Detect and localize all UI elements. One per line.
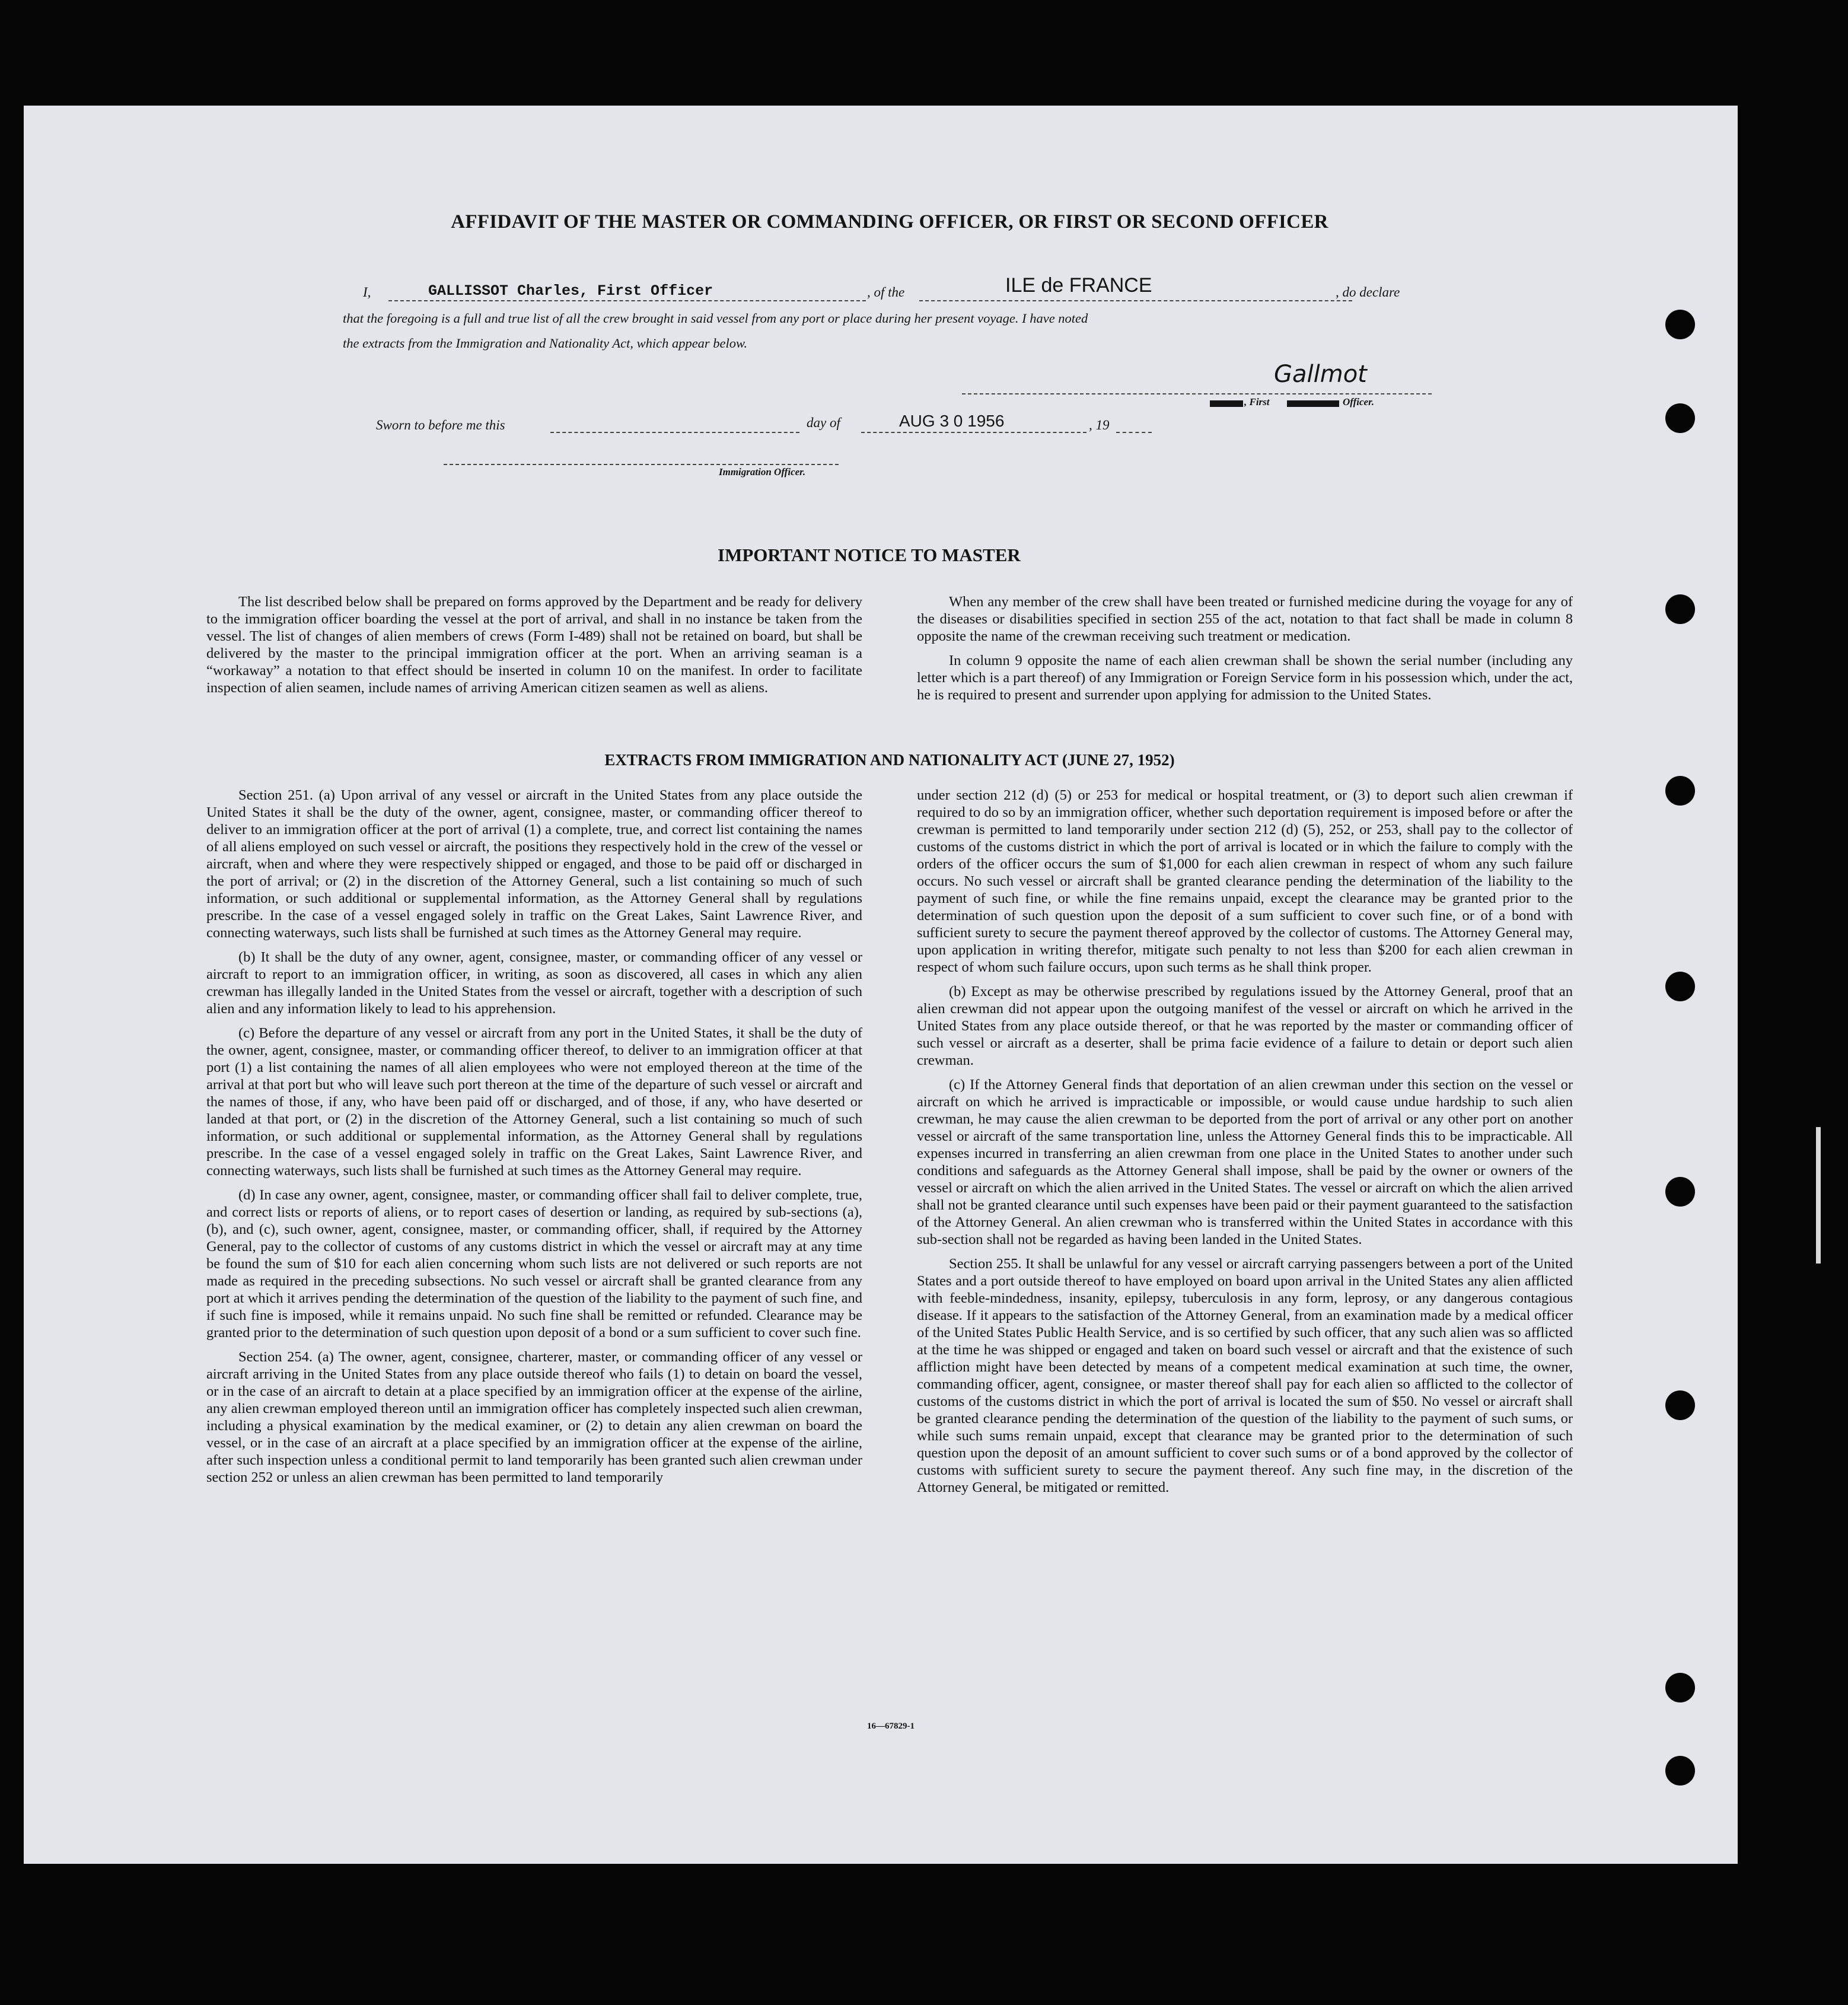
punch-hole [1665,972,1695,1001]
act-paragraph: Section 255. It shall be unlawful for any vessel or aircraft carrying passengers between a port of the United States and a port outside thereof to have employed on board upon arrival in the United States any alien afflicted with feeble-mindedness, insanity, epilepsy, tuberculosis in any form, leprosy, or any dangerous contagious disease. If it appears to the satisfaction of the Attorney General, from an examination made by a medical officer of the United States Public Health Service, and is so certified by such officer, that any such alien was so afflicted at the time he was shipped or engaged and taken on board such vessel or aircraft and that the existence of such affliction might have been detected by means of a competent medical examination at such time, the owner, commanding officer, agent, consignee, or master thereof shall pay for each alien so afflicted to the collector of customs of the customs district in which the port of arrival is located the sum of $50. No vessel or aircraft shall be granted clearance pending the determination of the question of the liability to the payment of such sums, or while such sums remain unpaid, except that clearance may be granted prior to the determination of such question upon the deposit of an amount sufficient to cover such sums or of a bond approved by the collector of customs with sufficient surety to secure the payment thereof. Any such fine may, in the discretion of the Attorney General, be mitigated or remitted. [917,1256,1573,1495]
vessel-line [919,300,1352,301]
act-paragraph: Section 251. (a) Upon arrival of any vessel or aircraft in the United States from any place outside the United States it shall be the duty of the owner, agent, consignee, master, or commanding officer thereof to deliver to an immigration officer at the port of arrival (1) a complete, true, and correct list containing the names of all aliens employed on such vessel or aircraft, the positions they respectively hold in the crew of the vessel or aircraft, when and where they were respectively shipped or engaged, and those to be paid off or discharged in the port of arrival; or (2) in the discretion of the Attorney General, such a list containing so much of such information, or such additional or supplemental information, as the Attorney General shall by regulations prescribe. In the case of a vessel engaged solely in traffic on the Great Lakes, Saint Lawrence River, and connecting waterways, such lists shall be furnished at such times as the Attorney General may require. [206,787,862,941]
page-edge-mark [1816,1127,1821,1264]
punch-hole [1665,403,1695,433]
act-paragraph: Section 254. (a) The owner, agent, consignee, charterer, master, or commanding officer of any vessel or aircraft arriving in the United States from any place outside thereof who fails (1) to detain on board the vessel, or in the case of an aircraft to detain at a place specified by an immigration officer at the expense of the airline, any alien crewman employed thereon until an immigration officer has completely inspected such alien crewman, including a physical examination by the medical examiner, or (2) to detain any alien crewman on board the vessel, or in the case of an aircraft at a place specified by an immigration officer at the expense of the airline, after such inspection unless a conditional permit to land temporarily has been granted such alien crewman under section 252 or unless an alien crewman has been permitted to land temporarily [206,1349,862,1485]
name-line [388,300,866,301]
act-paragraph: (d) In case any owner, agent, consignee, master, or commanding officer shall fail to deliver complete, true, and correct lists or reports of aliens, or to report cases of desertion or landing, as required by sub-sections (a), (b), and (c), such owner, agent, consignee, master, or commanding officer, shall, if required by the Attorney General, pay to the collector of customs of any customs district in which the vessel or aircraft may at any time be found the sum of $10 for each alien concerning whom such lists are not delivered or such reports are not made as required in the preceding subsections. No such vessel or aircraft shall be granted clearance from any port at which it arrives pending the determination of the question of the liability to the payment of such fine, and if such fine is imposed, while it remains unpaid. No such fine shall be remitted or refunded. Clearance may be granted prior to the determination of such question upon deposit of a bond or a sum sufficient to cover such fine. [206,1187,862,1341]
notice-paragraph: In column 9 opposite the name of each alien crewman shall be shown the serial number (including any letter which is a part thereof) of any Immigration or Foreign Service form in his possession which, under the act, he is required to present and surrender upon applying for admission to the United States. [917,653,1573,703]
vessel-name: ILE de FRANCE [1005,274,1152,297]
date-line [861,432,1087,433]
notice-paragraph: When any member of the crew shall have been treated or furnished medicine during the voyage for any of the diseases or disabilities specified in section 255 of the act, notation to that fact shall be made in column 8 opposite the name of the crewman receiving such treatment or medication. [917,594,1573,644]
immigration-officer-line [444,464,839,465]
officer-name: GALLISSOT Charles, First Officer [428,282,713,300]
notice-paragraph: The list described below shall be prepared on forms approved by the Department and be ready for delivery to the immigration officer boarding the vessel at the port of arrival, and shall in no instance be taken from the vessel. The list of changes of alien members of crews (Form I-489) shall not be retained on board, but shall be delivered by the master to the principal immigration officer at the port. When an arriving seaman is a “workaway” a notation to that effect should be inserted in column 10 on the manifest. In order to facilitate inspection of alien seamen, include names of arriving American citizen seamen as well as aliens. [206,594,862,696]
sworn-label: Sworn to before me this [376,418,505,432]
caption-first: , First [1244,396,1270,408]
sworn-day-line [550,432,799,433]
day-of-label: day of [807,415,840,430]
year-prefix: , 19 [1089,418,1110,432]
punch-hole [1665,776,1695,806]
notice-right-column [917,593,1573,704]
declaration-line-2: that the foregoing is a full and true list of all the crew brought in said vessel from any port or place during her present voyage. I have noted [343,311,1088,326]
extracts-left-column [206,787,862,1486]
year-line [1116,432,1152,433]
date-stamp: AUG 3 0 1956 [899,412,1005,430]
declaration-i: I, [363,285,371,300]
act-paragraph: (c) Before the departure of any vessel or aircraft from any port in the United States, it shall be the duty of the owner, agent, consignee, master, or commanding officer thereof, to deliver to an immigration officer at that port (1) a list containing the names of all alien employees who were not employed thereon at the time of the arrival at that port but who will leave such port thereon at the time of the departure of such vessel or aircraft and the names of those, if any, who have been paid off or discharged, and of those, if any, who have deserted or landed at that port, or (2) in the discretion of the Attorney General, such a list containing so much of such information, or such additional or supplemental information, as the Attorney General shall by regulations prescribe. In the case of a vessel engaged solely in traffic on the Great Lakes, Saint Lawrence River, and connecting waterways, such lists shall be furnished at such times as the Attorney General may require. [206,1025,862,1179]
signature-line [962,393,1432,394]
notice-title: IMPORTANT NOTICE TO MASTER [718,545,1021,565]
declaration-line-3: the extracts from the Immigration and Nationality Act, which appear below. [343,336,748,351]
punch-hole [1665,1390,1695,1420]
punch-hole [1665,310,1695,339]
officer-signature: Gallmot [1274,361,1367,388]
affidavit-title: AFFIDAVIT OF THE MASTER OR COMMANDING OFFICER, OR FIRST OR SECOND OFFICER [451,211,1328,233]
act-paragraph: (b) Except as may be otherwise prescribed by regulations issued by the Attorney General, proof that an alien crewman did not appear upon the outgoing manifest of the vessel or aircraft on which he arrived in the United States from any place outside thereof, or that he was reported by the master or commanding officer of such vessel or aircraft as a deserter, shall be prima facie evidence of a failure to detain or deport such alien crewman. [917,984,1573,1068]
punch-hole [1665,1177,1695,1207]
punch-hole [1665,1673,1695,1702]
act-paragraph: (c) If the Attorney General finds that deportation of an alien crewman under this section on the vessel or aircraft on which he arrived is impracticable or impossible, or would cause undue hardship to such alien crewman, he may cause the alien crewman to be deported from the port of arrival or any other port on another vessel or aircraft of the same transportation line, unless the Attorney General finds this to be impracticable. All expenses incurred in transferring an alien crewman from one place in the United States to another under such conditions and safeguards as the Attorney General shall impose, shall be paid by the owner or owners of the vessel or aircraft on which the alien arrived in the United States. The vessel or aircraft on which the alien arrived shall not be granted clearance until such expenses have been paid or their payment guaranteed to the satisfaction of the Attorney General. An alien crewman who is transferred within the United States in accordance with this sub-section shall not be regarded as having been landed in the United States. [917,1077,1573,1247]
declaration-of-the: , of the [867,285,905,300]
notice-left-column [206,593,862,696]
immigration-officer-caption: Immigration Officer. [719,466,806,478]
punch-hole [1665,594,1695,624]
declaration-do-declare: , do declare [1336,285,1400,300]
extracts-right-column [917,787,1573,1496]
punch-hole [1665,1756,1695,1786]
act-paragraph: (b) It shall be the duty of any owner, agent, consignee, master, or commanding officer of any vessel or aircraft to report to an immigration officer, in writing, as soon as discovered, all cases in which any alien crewman has illegally landed in the United States from the vessel or aircraft, together with a description of such alien and any information likely to lead to his apprehension. [206,949,862,1017]
extracts-title: EXTRACTS FROM IMMIGRATION AND NATIONALITY ACT (JUNE 27, 1952) [604,751,1175,769]
act-paragraph: under section 212 (d) (5) or 253 for medical or hospital treatment, or (3) to deport such alien crewman if required to do so by an immigration officer, whether such deportation requirement is imposed before or after the crewman is permitted to land temporarily under section 212 (d) (5), 252, or 253, shall pay to the collector of customs of the customs district in which the port of arrival is located or in which the failure to comply with the orders of the officer occurs the sum of $1,000 for each alien crewman in respect of whom any such failure occurs. No such vessel or aircraft shall be granted clearance pending the determination of the liability to the payment of such fine, or while the fine remains unpaid, except the clearance may be granted prior to the determination of such question upon the deposit of a sum sufficient to cover such fine, or of a bond with sufficient surety to secure the payment thereof approved by the collector of customs. The Attorney General may, upon application in writing therefor, mitigate such penalty to not less than $200 for each alien crewman in respect of whom such failure occurs, upon such terms as he shall think proper. [917,787,1573,975]
form-number: 16—67829-1 [867,1721,915,1731]
caption-officer: Officer. [1343,396,1375,408]
